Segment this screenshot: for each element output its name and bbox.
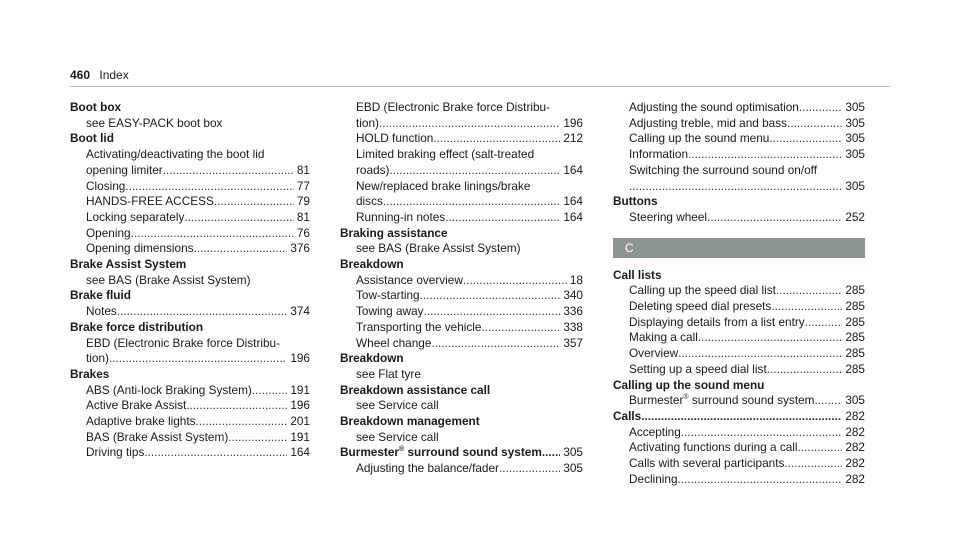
dot-leader bbox=[194, 241, 288, 257]
entry-label: Call lists bbox=[613, 267, 662, 282]
index-column-2 bbox=[340, 100, 583, 477]
page-reference: 212 bbox=[563, 131, 583, 146]
index-heading bbox=[340, 383, 583, 399]
entry-label: Switching the surround sound on/off bbox=[629, 162, 818, 177]
index-entry bbox=[70, 414, 310, 430]
entry-label: Transporting the vehicle bbox=[356, 319, 482, 334]
page-reference: 252 bbox=[845, 209, 865, 224]
page-reference: 305 bbox=[845, 178, 865, 193]
page-reference: 305 bbox=[563, 445, 583, 460]
dot-leader bbox=[678, 472, 843, 488]
registered-mark: ® bbox=[683, 394, 689, 402]
entry-label: Calling up the sound menu bbox=[629, 131, 770, 146]
entry-label: HANDS-FREE ACCESS bbox=[86, 194, 214, 209]
entry-label: Activating/deactivating the boot lid bbox=[86, 147, 265, 162]
entry-label: New/replaced brake linings/brake bbox=[356, 178, 531, 193]
entry-label: Limited braking effect (salt-treated bbox=[356, 147, 535, 162]
dot-leader bbox=[767, 362, 843, 378]
page-reference: 285 bbox=[845, 330, 865, 345]
dot-leader bbox=[769, 131, 842, 147]
page-title: Index bbox=[99, 68, 129, 82]
index-entry bbox=[340, 163, 583, 179]
page-reference: 164 bbox=[563, 162, 583, 177]
index-heading bbox=[70, 100, 310, 116]
dot-leader bbox=[815, 393, 843, 409]
entry-label: Adaptive brake lights bbox=[86, 414, 196, 429]
entry-label: Active Brake Assist bbox=[86, 398, 187, 413]
dot-leader bbox=[805, 315, 843, 331]
index-entry bbox=[340, 241, 583, 257]
index-heading bbox=[613, 378, 865, 394]
index-entry bbox=[613, 100, 865, 116]
dot-leader bbox=[379, 116, 560, 132]
index-entry bbox=[70, 163, 310, 179]
dot-leader bbox=[196, 414, 288, 430]
page-reference: 191 bbox=[290, 429, 310, 444]
entry-label: Brake force distribution bbox=[70, 319, 204, 334]
entry-label: roads) bbox=[356, 162, 390, 177]
entry-label: Adjusting the balance/fader bbox=[356, 461, 499, 476]
page-reference: 305 bbox=[845, 393, 865, 408]
entry-label: ABS (Anti-lock Braking System) bbox=[86, 382, 252, 397]
index-heading bbox=[340, 445, 583, 461]
page-reference: 374 bbox=[290, 304, 310, 319]
dot-leader bbox=[163, 163, 294, 179]
page-reference: 79 bbox=[296, 194, 310, 209]
entry-label: Running-in notes bbox=[356, 209, 446, 224]
index-entry bbox=[70, 398, 310, 414]
entry-label: discs bbox=[356, 194, 383, 209]
entry-label: Burmester® surround sound system bbox=[629, 393, 815, 408]
entry-label: Overview bbox=[629, 346, 679, 361]
entry-label: Calling up the sound menu bbox=[613, 377, 765, 392]
dot-leader bbox=[707, 210, 842, 226]
entry-label: Breakdown assistance call bbox=[340, 382, 491, 397]
entry-label: Boot box bbox=[70, 100, 122, 114]
index-entry bbox=[340, 210, 583, 226]
dot-leader bbox=[431, 336, 560, 352]
entry-label: Steering wheel bbox=[629, 209, 708, 224]
page-reference: 164 bbox=[563, 209, 583, 224]
entry-label: Driving tips bbox=[86, 445, 145, 460]
index-entry bbox=[340, 194, 583, 210]
index-entry bbox=[70, 179, 310, 195]
index-entry bbox=[613, 315, 865, 331]
dot-leader bbox=[131, 226, 294, 242]
entry-label: Adjusting treble, mid and bass bbox=[629, 115, 788, 130]
dot-leader bbox=[771, 299, 842, 315]
page-reference: 201 bbox=[290, 414, 310, 429]
page-reference: 164 bbox=[290, 445, 310, 460]
index-entry bbox=[340, 398, 583, 414]
index-entry bbox=[613, 456, 865, 472]
entry-label: Adjusting the sound optimisation bbox=[629, 100, 799, 114]
page-reference: 285 bbox=[845, 361, 865, 376]
index-entry bbox=[70, 304, 310, 320]
index-entry bbox=[613, 330, 865, 346]
entry-label: Calls bbox=[613, 408, 642, 423]
entry-label: Brake fluid bbox=[70, 288, 131, 303]
index-entry bbox=[70, 273, 310, 289]
index-entry bbox=[613, 393, 865, 409]
index-entry bbox=[340, 430, 583, 446]
dot-leader bbox=[420, 288, 561, 304]
entry-label: tion) bbox=[86, 351, 109, 366]
index-entry bbox=[613, 472, 865, 488]
index-heading bbox=[613, 194, 865, 210]
entry-label: opening limiter bbox=[86, 162, 163, 177]
index-entry bbox=[70, 241, 310, 257]
entry-label: Brake Assist System bbox=[70, 257, 187, 272]
index-entry bbox=[340, 100, 583, 116]
index-entry bbox=[70, 147, 310, 163]
index-entry bbox=[613, 179, 865, 195]
entry-label: Displaying details from a list entry bbox=[629, 314, 805, 329]
index-heading bbox=[340, 351, 583, 367]
dot-leader bbox=[784, 456, 842, 472]
index-heading bbox=[70, 131, 310, 147]
index-entry bbox=[340, 336, 583, 352]
dot-leader bbox=[698, 330, 842, 346]
page-reference: 357 bbox=[563, 335, 583, 350]
dot-leader bbox=[383, 194, 560, 210]
index-heading bbox=[70, 257, 310, 273]
page-reference: 338 bbox=[563, 319, 583, 334]
page-reference: 282 bbox=[845, 471, 865, 486]
entry-label: Assistance overview bbox=[356, 272, 463, 287]
index-column-3-bottom bbox=[613, 268, 865, 488]
entry-label: Accepting bbox=[629, 424, 681, 439]
index-entry bbox=[70, 351, 310, 367]
index-entry bbox=[70, 194, 310, 210]
entry-label: see EASY-PACK boot box bbox=[86, 115, 223, 130]
index-entry bbox=[340, 147, 583, 163]
index-entry bbox=[613, 147, 865, 163]
page-reference: 77 bbox=[296, 178, 310, 193]
entry-label: HOLD function bbox=[356, 131, 434, 146]
entry-label: Breakdown bbox=[340, 351, 404, 366]
dot-leader bbox=[787, 116, 842, 132]
dot-leader bbox=[641, 409, 842, 425]
entry-label: Wheel change bbox=[356, 335, 432, 350]
dot-leader bbox=[463, 273, 567, 289]
entry-label: Brakes bbox=[70, 366, 110, 381]
entry-label: see BAS (Brake Assist System) bbox=[86, 272, 251, 287]
entry-label: Setting up a speed dial list bbox=[629, 361, 767, 376]
page-reference: 305 bbox=[845, 100, 865, 114]
entry-label: Braking assistance bbox=[340, 225, 448, 240]
index-entry bbox=[613, 362, 865, 378]
index-heading bbox=[340, 226, 583, 242]
index-entry bbox=[70, 210, 310, 226]
index-column-3-top bbox=[613, 100, 865, 226]
index-heading bbox=[340, 414, 583, 430]
entry-label: Breakdown management bbox=[340, 414, 480, 429]
entry-label: Breakdown bbox=[340, 257, 404, 272]
section-letter-bar: C bbox=[613, 238, 865, 258]
index-entry bbox=[340, 461, 583, 477]
entry-label: tion) bbox=[356, 115, 379, 130]
page-reference: 305 bbox=[563, 461, 583, 476]
dot-leader bbox=[433, 131, 560, 147]
index-entry bbox=[70, 116, 310, 132]
page-reference: 336 bbox=[563, 304, 583, 319]
index-entry bbox=[613, 116, 865, 132]
dot-leader bbox=[481, 320, 560, 336]
entry-label: BAS (Brake Assist System) bbox=[86, 429, 229, 444]
entry-label: Deleting speed dial presets bbox=[629, 299, 772, 314]
entry-label: EBD (Electronic Brake force Distribu- bbox=[86, 335, 281, 350]
dot-leader bbox=[798, 440, 843, 456]
dot-leader bbox=[629, 179, 842, 195]
entry-label: Information bbox=[629, 147, 689, 162]
index-entry bbox=[340, 116, 583, 132]
index-entry bbox=[340, 367, 583, 383]
entry-label: Boot lid bbox=[70, 131, 114, 146]
entry-label: Opening bbox=[86, 225, 131, 240]
index-entry bbox=[613, 299, 865, 315]
dot-leader bbox=[252, 383, 287, 399]
index-entry bbox=[613, 425, 865, 441]
index-entry bbox=[613, 131, 865, 147]
dot-leader bbox=[109, 351, 287, 367]
page-reference: 81 bbox=[296, 162, 310, 177]
entry-label: Activating functions during a call bbox=[629, 440, 798, 455]
index-entry bbox=[613, 346, 865, 362]
dot-leader bbox=[125, 179, 294, 195]
page-reference: 340 bbox=[563, 288, 583, 303]
page-reference: 376 bbox=[290, 241, 310, 256]
index-entry bbox=[70, 336, 310, 352]
entry-label: Towing away bbox=[356, 304, 424, 319]
index-entry bbox=[613, 440, 865, 456]
dot-leader bbox=[499, 461, 560, 477]
dot-leader bbox=[424, 304, 561, 320]
dot-leader bbox=[445, 210, 560, 226]
index-entry bbox=[613, 283, 865, 299]
index-entry bbox=[340, 288, 583, 304]
page-reference: 196 bbox=[290, 351, 310, 366]
dot-leader bbox=[186, 398, 287, 414]
dot-leader bbox=[776, 283, 842, 299]
index-heading bbox=[340, 257, 583, 273]
index-entry bbox=[340, 179, 583, 195]
page-reference: 196 bbox=[290, 398, 310, 413]
index-entry bbox=[340, 273, 583, 289]
page-reference: 305 bbox=[845, 115, 865, 130]
page-reference: 196 bbox=[563, 115, 583, 130]
index-entry bbox=[70, 430, 310, 446]
dot-leader bbox=[228, 430, 287, 446]
entry-label: Calling up the speed dial list bbox=[629, 283, 776, 298]
index-heading bbox=[70, 288, 310, 304]
entry-label: Closing bbox=[86, 178, 126, 193]
entry-label: see Service call bbox=[356, 429, 439, 444]
page-reference: 305 bbox=[845, 131, 865, 146]
page-reference: 81 bbox=[296, 209, 310, 224]
index-column-1 bbox=[70, 100, 310, 461]
page-reference: 76 bbox=[296, 225, 310, 240]
entry-label: Burmester® surround sound system bbox=[340, 445, 542, 460]
entry-label: Locking separately bbox=[86, 209, 185, 224]
page-number: 460 bbox=[70, 68, 91, 82]
dot-leader bbox=[117, 304, 287, 320]
page-reference: 285 bbox=[845, 283, 865, 298]
page-reference: 305 bbox=[845, 147, 865, 162]
dot-leader bbox=[144, 445, 287, 461]
index-entry bbox=[70, 226, 310, 242]
index-heading bbox=[70, 320, 310, 336]
dot-leader bbox=[799, 100, 842, 116]
entry-label: Opening dimensions bbox=[86, 241, 194, 256]
page-reference: 191 bbox=[290, 382, 310, 397]
entry-label: see Service call bbox=[356, 398, 439, 413]
index-entry bbox=[70, 383, 310, 399]
index-heading bbox=[613, 409, 865, 425]
entry-label: Calls with several participants bbox=[629, 456, 785, 471]
page-reference: 18 bbox=[569, 272, 583, 287]
index-entry bbox=[70, 445, 310, 461]
page-reference: 282 bbox=[845, 424, 865, 439]
index-column-3 bbox=[613, 100, 865, 487]
dot-leader bbox=[688, 147, 842, 163]
entry-label: see BAS (Brake Assist System) bbox=[356, 241, 521, 256]
dot-leader bbox=[542, 445, 560, 461]
page-reference: 282 bbox=[845, 456, 865, 471]
entry-label: Notes bbox=[86, 304, 117, 319]
page-reference: 285 bbox=[845, 299, 865, 314]
page-header bbox=[70, 68, 129, 82]
index-entry bbox=[613, 163, 865, 179]
dot-leader bbox=[214, 194, 294, 210]
registered-mark: ® bbox=[399, 446, 405, 454]
header-rule bbox=[70, 86, 890, 87]
page-reference: 282 bbox=[845, 440, 865, 455]
page-reference: 282 bbox=[845, 408, 865, 423]
dot-leader bbox=[184, 210, 294, 226]
page-reference: 285 bbox=[845, 314, 865, 329]
index-entry bbox=[340, 320, 583, 336]
entry-label: Tow-starting bbox=[356, 288, 420, 303]
page-reference: 285 bbox=[845, 346, 865, 361]
dot-leader bbox=[681, 425, 843, 441]
entry-label: Making a call bbox=[629, 330, 698, 345]
entry-label: Declining bbox=[629, 471, 678, 486]
index-entry bbox=[340, 131, 583, 147]
dot-leader bbox=[678, 346, 842, 362]
dot-leader bbox=[389, 163, 560, 179]
index-heading bbox=[70, 367, 310, 383]
index-entry bbox=[613, 210, 865, 226]
entry-label: EBD (Electronic Brake force Distribu- bbox=[356, 100, 551, 114]
entry-label: see Flat tyre bbox=[356, 366, 421, 381]
entry-label: Buttons bbox=[613, 194, 658, 209]
index-heading bbox=[613, 268, 865, 284]
index-entry bbox=[340, 304, 583, 320]
page-reference: 164 bbox=[563, 194, 583, 209]
